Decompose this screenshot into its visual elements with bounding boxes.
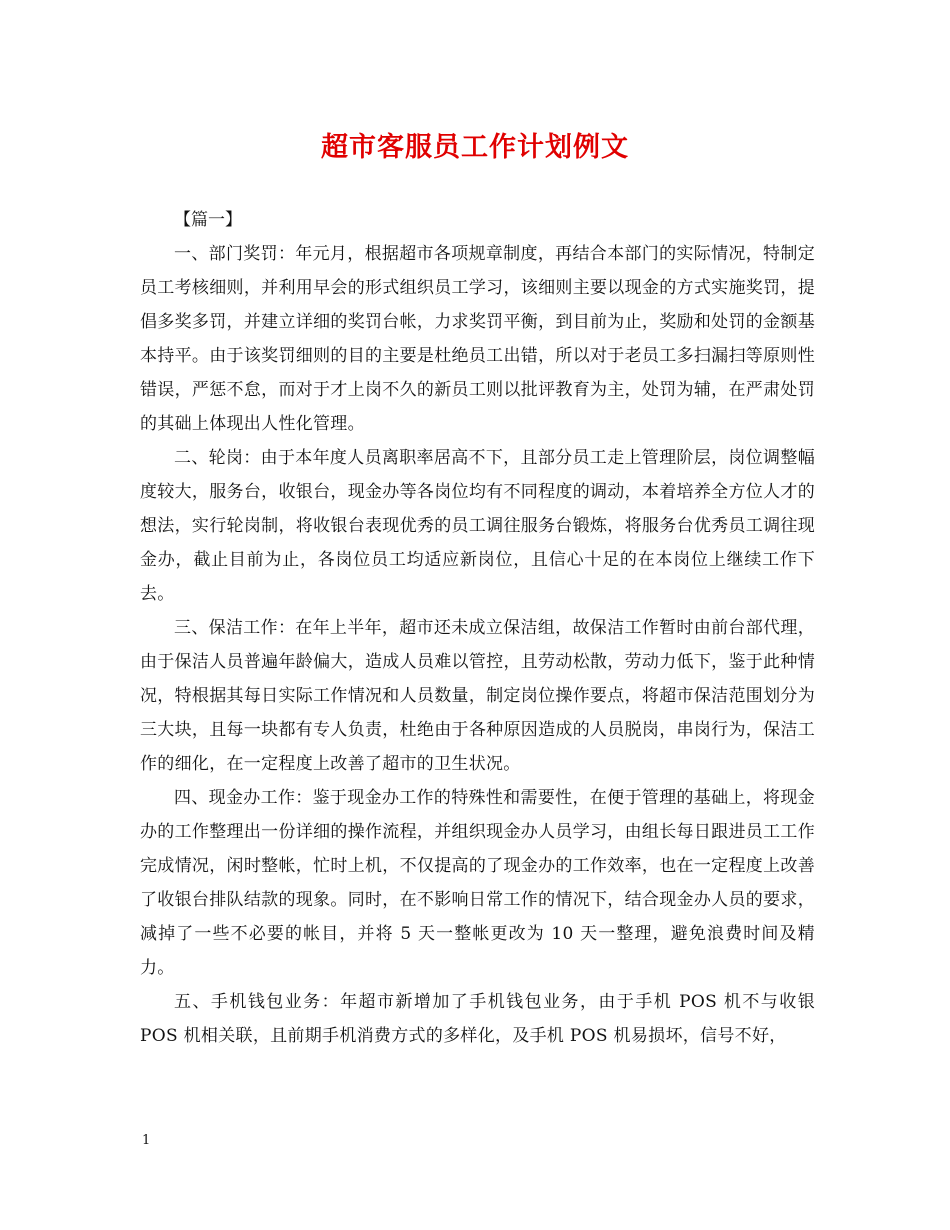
section-label: 【篇一】 [174,210,242,230]
paragraph-job-rotation: 二、轮岗：由于本年度人员离职率居高不下，且部分员工走上管理阶层，岗位调整幅度较大，服务台，收银台，现金办等各岗位均有不同程度的调动，本着培养全方位人才的想法，实行轮岗制，将收银台表现优秀的员工调往服务台锻炼，将服务台优秀员工调往现金办，截止目前为止，各岗位员工均适应新岗位，且信心十足的在本岗位上继续工作下去。 [140,448,815,604]
paragraph-department-rewards: 一、部门奖罚：年元月，根据超市各项规章制度，再结合本部门的实际情况，特制定员工考核细则，并利用早会的形式组织员工学习，该细则主要以现金的方式实施奖罚，提倡多奖多罚，并建立详细的奖罚台帐，力求奖罚平衡，到目前为止，奖励和处罚的金额基本持平。由于该奖罚细则的目的主要是杜绝员工出错，所以对于老员工多扫漏扫等原则性错误，严惩不怠，而对于才上岗不久的新员工则以批评教育为主，处罚为辅，在严肃处罚的其础上体现出人性化管理。 [140,244,815,434]
page-number: 1 [142,1133,151,1148]
paragraph-mobile-wallet: 五、手机钱包业务：年超市新增加了手机钱包业务，由于手机 POS 机不与收银 POS 机相关联，且前期手机消费方式的多样化，及手机 POS 机易损坏，信号不好， [140,992,815,1046]
page-title: 超市客服员工作计划例文 [321,132,629,163]
paragraph-cash-office: 四、现金办工作：鉴于现金办工作的特殊性和需要性，在便于管理的基础上，将现金办的工作整理出一份详细的操作流程，并组织现金办人员学习，由组长每日跟进员工工作完成情况，闲时整帐，忙时上机，不仅提高的了现金办的工作效率，也在一定程度上改善了收银台排队结款的现象。同时，在不影响日常工作的情况下，结合现金办人员的要求，减掉了一些不必要的帐目，并将 5 天一整帐更改为 10 天一整理，避免浪费时间及精力。 [140,788,815,978]
document-body [140,203,815,1053]
paragraph-cleaning-work: 三、保洁工作：在年上半年，超市还未成立保洁组，故保洁工作暂时由前台部代理，由于保洁人员普遍年龄偏大，造成人员难以管控，且劳动松散，劳动力低下，鉴于此种情况，特根据其每日实际工作情况和人员数量，制定岗位操作要点，将超市保洁范围划分为三大块，且每一块都有专人负责，杜绝由于各种原因造成的人员脱岗，串岗行为，保洁工作的细化，在一定程度上改善了超市的卫生状况。 [140,618,815,774]
